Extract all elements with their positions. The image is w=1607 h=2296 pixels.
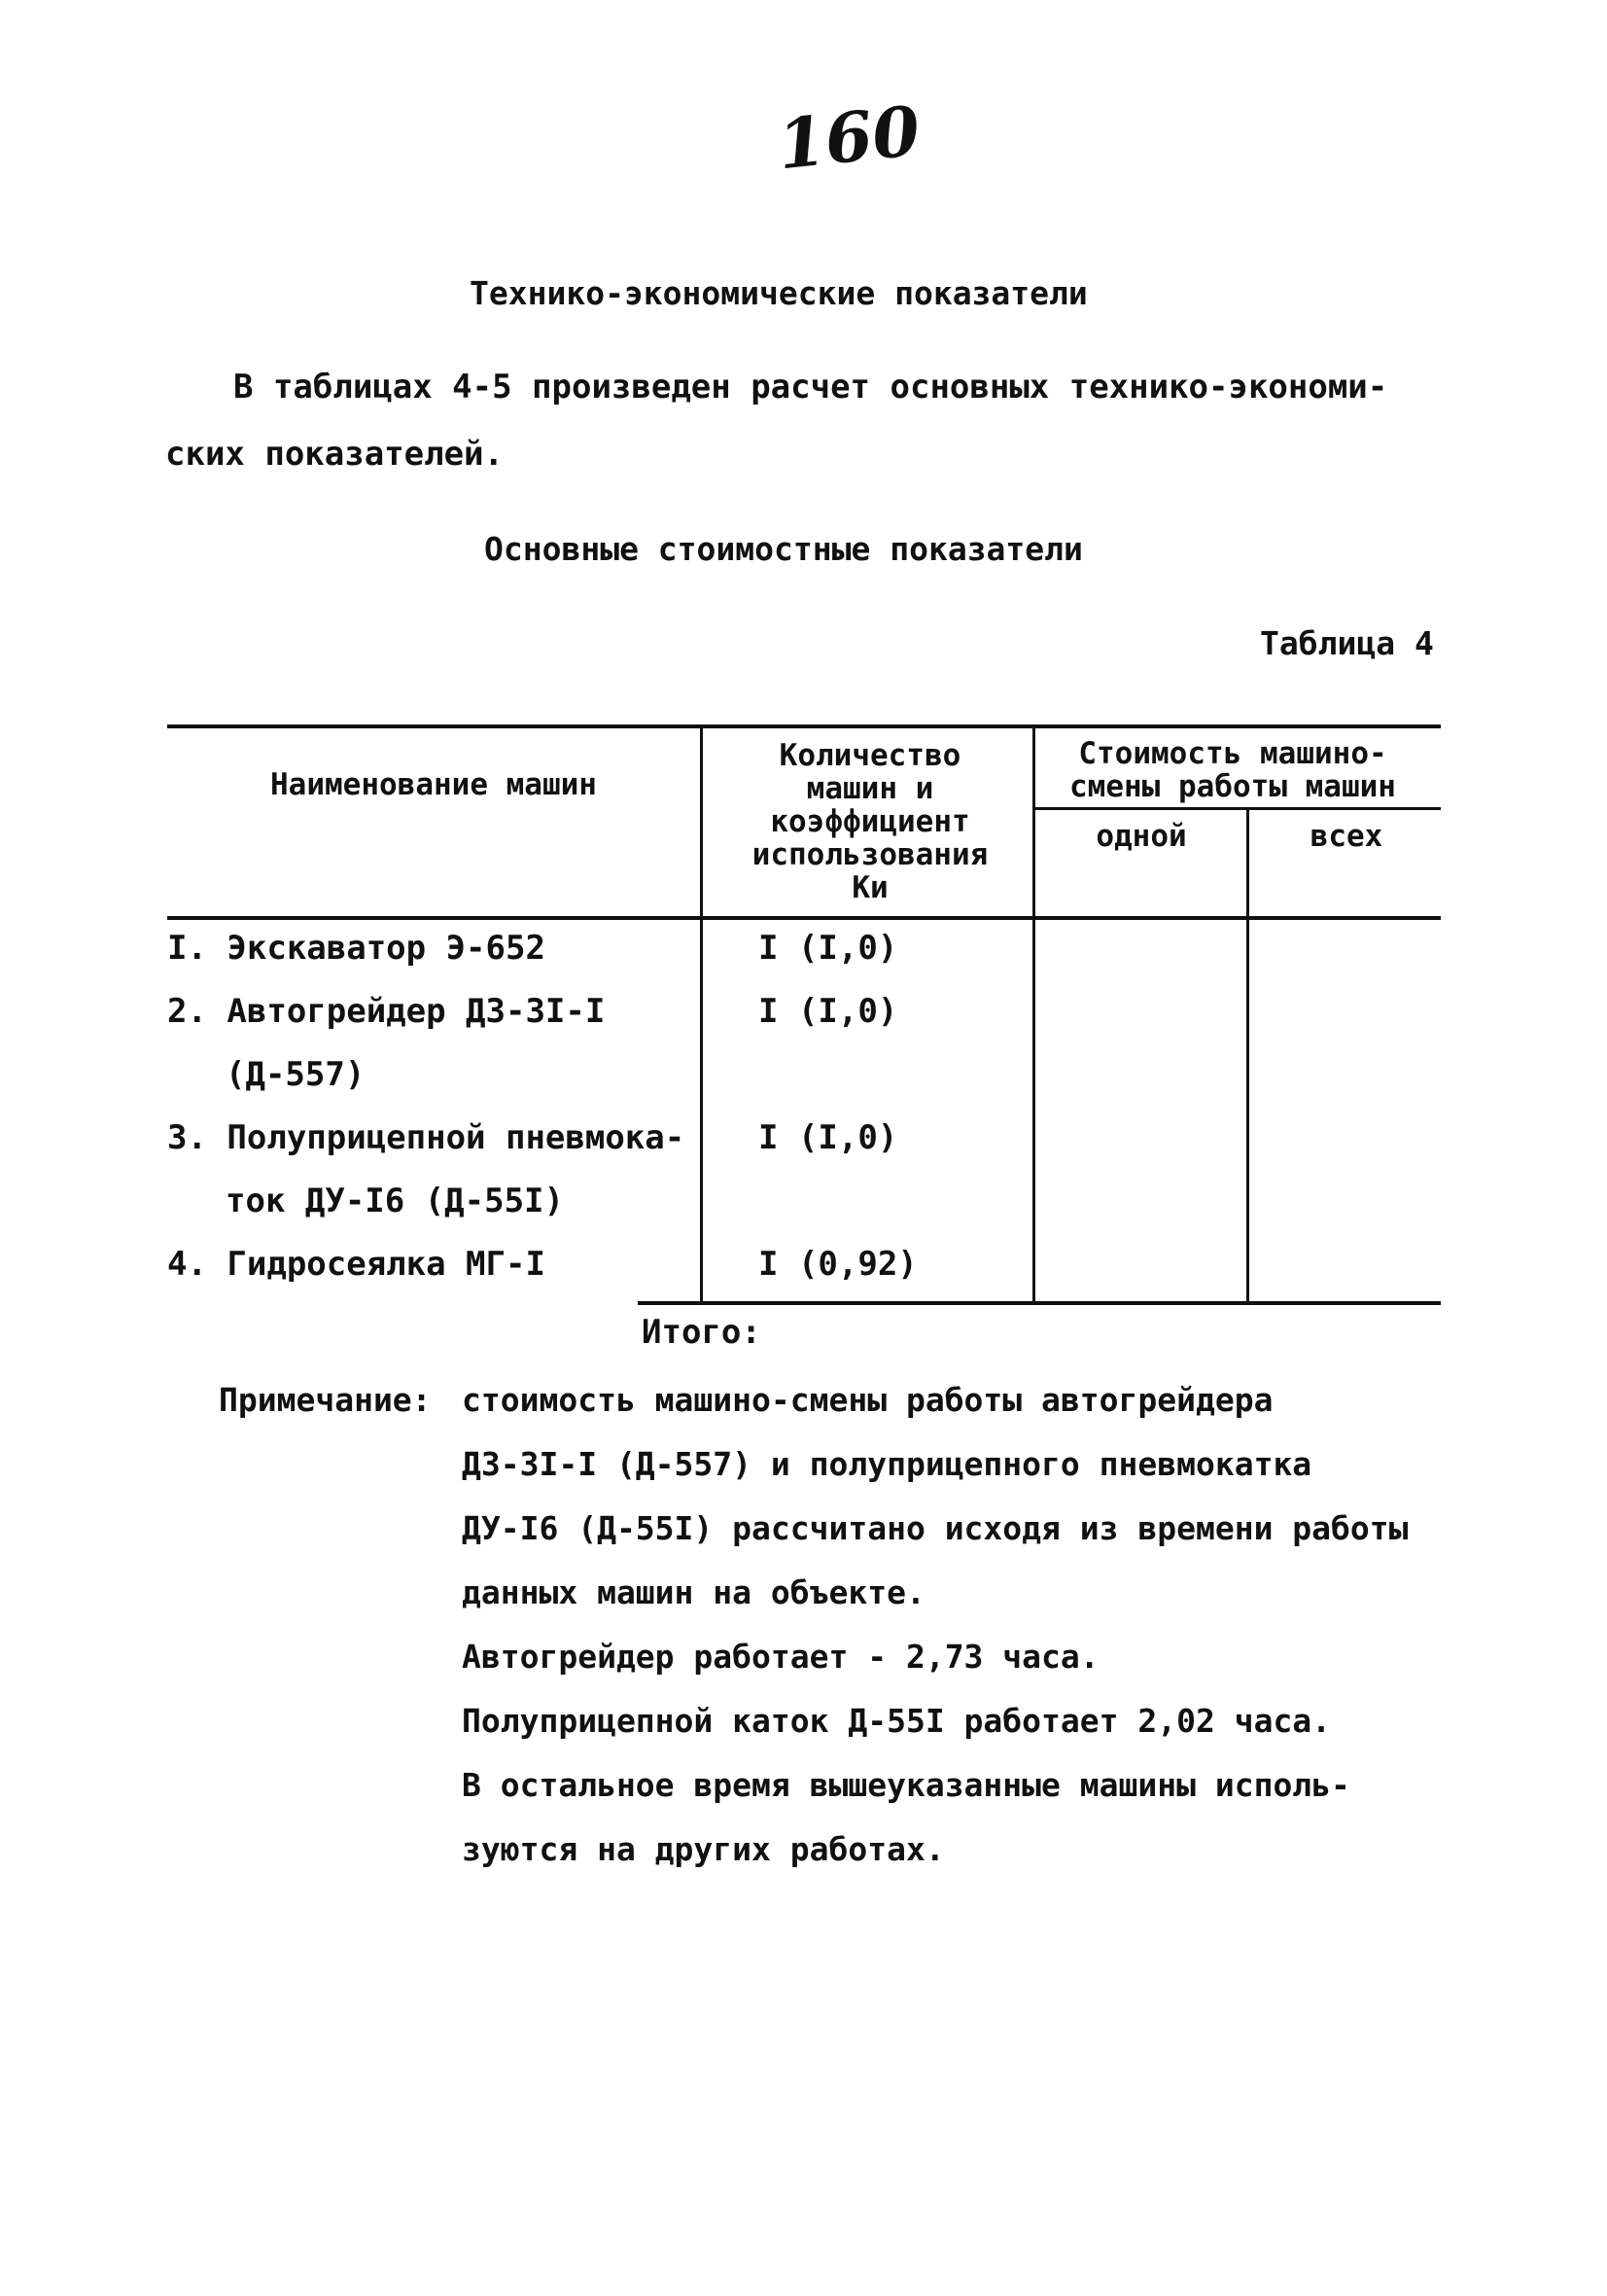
row-machine-name: I. Экскаватор Э-652 xyxy=(167,929,545,968)
note-line: стоимость машино-смены работы автогрейдера xyxy=(462,1381,1274,1419)
intro-line-2: ских показателей. xyxy=(165,435,504,474)
row-machine-name: 4. Гидросеялка МГ-I xyxy=(167,1245,545,1284)
note-label: Примечание: xyxy=(219,1381,432,1419)
note-line: зуются на других работах. xyxy=(462,1830,945,1868)
row-machine-name-cont: (Д-557) xyxy=(226,1055,366,1094)
header-cost-group: Стоимость машино-смены работы машин xyxy=(1069,736,1396,804)
table-label: Таблица 4 xyxy=(1260,624,1434,662)
row-quantity: I (I,0) xyxy=(758,1118,898,1157)
note-line: данных машин на объекте. xyxy=(462,1573,926,1611)
header-cost-one: одной xyxy=(1096,819,1187,854)
table-header-rule xyxy=(167,916,1441,920)
table-bottom-rule xyxy=(638,1301,1441,1305)
page-number: 160 xyxy=(774,89,925,186)
column-divider-1 xyxy=(700,727,703,1303)
row-quantity: I (I,0) xyxy=(758,992,898,1031)
row-quantity: I (0,92) xyxy=(758,1245,918,1284)
subheader-rule xyxy=(1035,807,1441,810)
header-machine-name: Наименование машин xyxy=(270,767,597,802)
row-machine-name-cont: ток ДУ-I6 (Д-55I) xyxy=(226,1182,564,1220)
intro-line-1: В таблицах 4-5 произведен расчет основных технико-экономи- xyxy=(233,368,1388,406)
note-line: Полуприцепной каток Д-55I работает 2,02 часа. xyxy=(462,1702,1332,1740)
header-quantity: Количество машин и коэффициент использования Ки xyxy=(751,738,989,905)
row-machine-name: 3. Полуприцепной пневмока- xyxy=(167,1118,685,1157)
column-divider-2 xyxy=(1032,727,1035,1303)
row-quantity: I (I,0) xyxy=(758,929,898,968)
table-title: Основные стоимостные показатели xyxy=(484,530,1083,568)
column-divider-3 xyxy=(1246,810,1249,1303)
table-top-rule xyxy=(167,724,1441,728)
row-machine-name: 2. Автогрейдер ДЗ-3I-I xyxy=(167,992,606,1031)
total-label: Итого: xyxy=(642,1313,761,1352)
section-heading: Технико-экономические показатели xyxy=(470,274,1088,312)
note-line: ДУ-I6 (Д-55I) рассчитано исходя из времени работы xyxy=(462,1509,1409,1547)
note-line: ДЗ-3I-I (Д-557) и полуприцепного пневмокатка xyxy=(462,1445,1312,1483)
header-cost-all: всех xyxy=(1310,819,1383,854)
note-line: Автогрейдер работает - 2,73 часа. xyxy=(462,1638,1100,1676)
note-line: В остальное время вышеуказанные машины исполь- xyxy=(462,1766,1350,1804)
